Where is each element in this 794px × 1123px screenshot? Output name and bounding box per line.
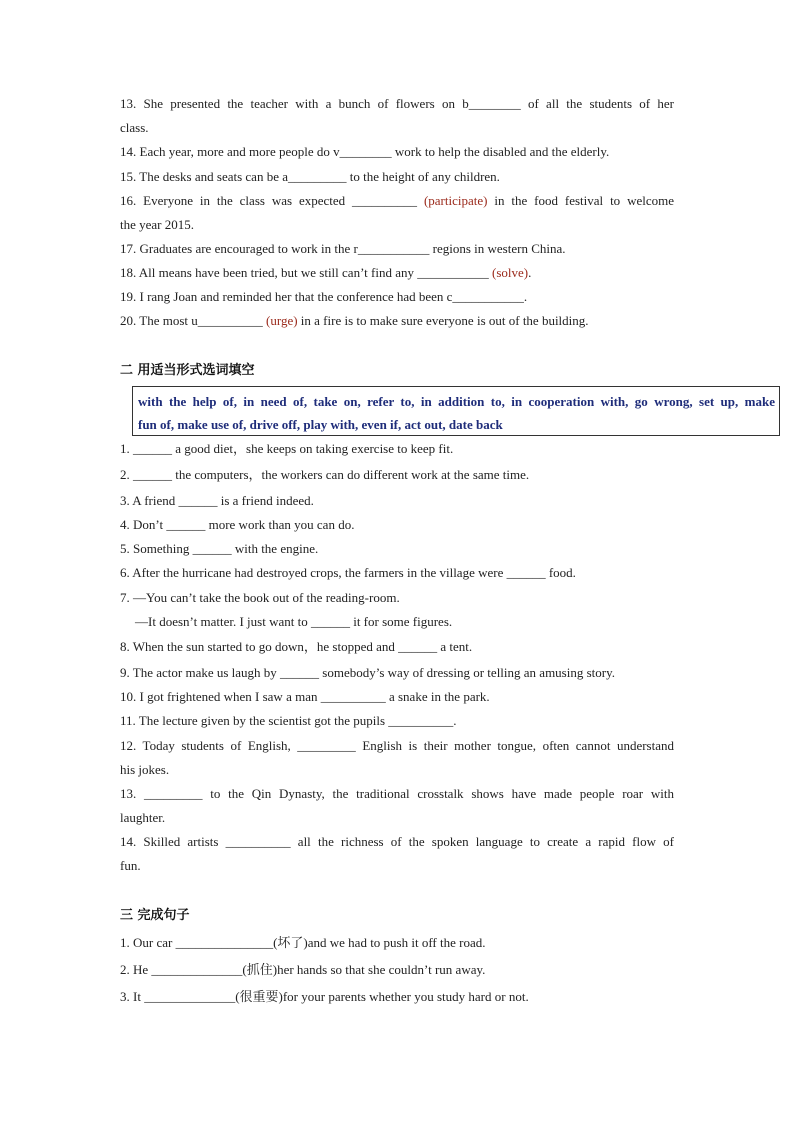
p2-q9: 9. The actor make us laugh by ______ somebody’s way of dressing or telling an amusing story. [120, 665, 616, 680]
p1-q13-line1: 13. She presented the teacher with a bunch of flowers on b________ of all the students of her [120, 96, 674, 111]
p2-q7-line2: —It doesn’t matter. I just want to ______ it for some figures. [135, 614, 453, 629]
p2-q4: 4. Don’t ______ more work than you can do. [120, 517, 355, 532]
p1-q18-post: . [528, 265, 532, 280]
p2-q10: 10. I got frightened when I saw a man __________ a snake in the park. [120, 689, 490, 704]
section-3-heading: 三 完成句子 [120, 908, 190, 923]
p2-q2: 2. ______ the computers，the workers can do different work at the same time. [120, 467, 530, 482]
word-bank-row-1: with the help of, in need of, take on, refer to, in addition to, in cooperation with, go wrong, set up, make [138, 394, 775, 409]
p1-q20-pre: 20. The most u__________ [120, 313, 267, 328]
p1-q16-hint: (participate) [423, 193, 488, 208]
p2-q12-line1: 12. Today students of English, _________ English is their mother tongue, often cannot understand [120, 738, 674, 753]
p1-q16-line1 [120, 193, 674, 209]
p1-q18-hint: (solve) [492, 265, 529, 280]
p1-q16-pre: 16. Everyone in the class was expected __________ [120, 193, 424, 208]
p1-q18-pre: 18. All means have been tried, but we still can’t find any ___________ [120, 265, 492, 280]
p2-q11: 11. The lecture given by the scientist got the pupils __________. [120, 713, 457, 728]
p2-q14-line2: fun. [120, 858, 141, 873]
p2-q6: 6. After the hurricane had destroyed crops, the farmers in the village were ______ food. [120, 565, 576, 580]
p2-q7-line1: 7. —You can’t take the book out of the reading-room. [120, 590, 400, 605]
p2-q14-line1: 14. Skilled artists __________ all the richness of the spoken language to create a rapid flow of [120, 834, 674, 849]
section-2-heading: 二 用适当形式选词填空 [120, 363, 255, 378]
p3-q3: 3. It ______________(很重要)for your parents whether you study hard or not. [120, 989, 529, 1004]
p1-q20-hint: (urge) [266, 313, 298, 328]
p1-q17: 17. Graduates are encouraged to work in the r___________ regions in western China. [120, 241, 566, 256]
p3-q2: 2. He ______________(抓住)her hands so that she couldn’t run away. [120, 962, 486, 977]
p1-q19: 19. I rang Joan and reminded her that the conference had been c___________. [120, 289, 528, 304]
p1-q18 [120, 265, 674, 281]
p2-q13-line2: laughter. [120, 810, 166, 825]
p1-q20-post: in a fire is to make sure everyone is out of the building. [297, 313, 589, 328]
p2-q8: 8. When the sun started to go down，he stopped and ______ a tent. [120, 639, 473, 654]
p1-q13-line2: class. [120, 120, 149, 135]
p3-q1: 1. Our car _______________(坏了)and we had to push it off the road. [120, 935, 486, 950]
word-bank-box [132, 386, 780, 436]
p2-q13-line1: 13. _________ to the Qin Dynasty, the traditional crosstalk shows have made people roar with [120, 786, 674, 801]
word-bank-row-2: fun of, make use of, drive off, play with, even if, act out, date back [138, 417, 503, 432]
p1-q14: 14. Each year, more and more people do v________ work to help the disabled and the elderly. [120, 144, 610, 159]
p1-q20 [120, 313, 674, 329]
p1-q15: 15. The desks and seats can be a_________ to the height of any children. [120, 169, 500, 184]
p1-q16-line2: the year 2015. [120, 217, 195, 232]
p2-q1: 1. ______ a good diet，she keeps on taking exercise to keep fit. [120, 441, 454, 456]
p2-q12-line2: his jokes. [120, 762, 170, 777]
p2-q3: 3. A friend ______ is a friend indeed. [120, 493, 314, 508]
p2-q5: 5. Something ______ with the engine. [120, 541, 319, 556]
p1-q16-post: in the food festival to welcome [487, 193, 674, 208]
